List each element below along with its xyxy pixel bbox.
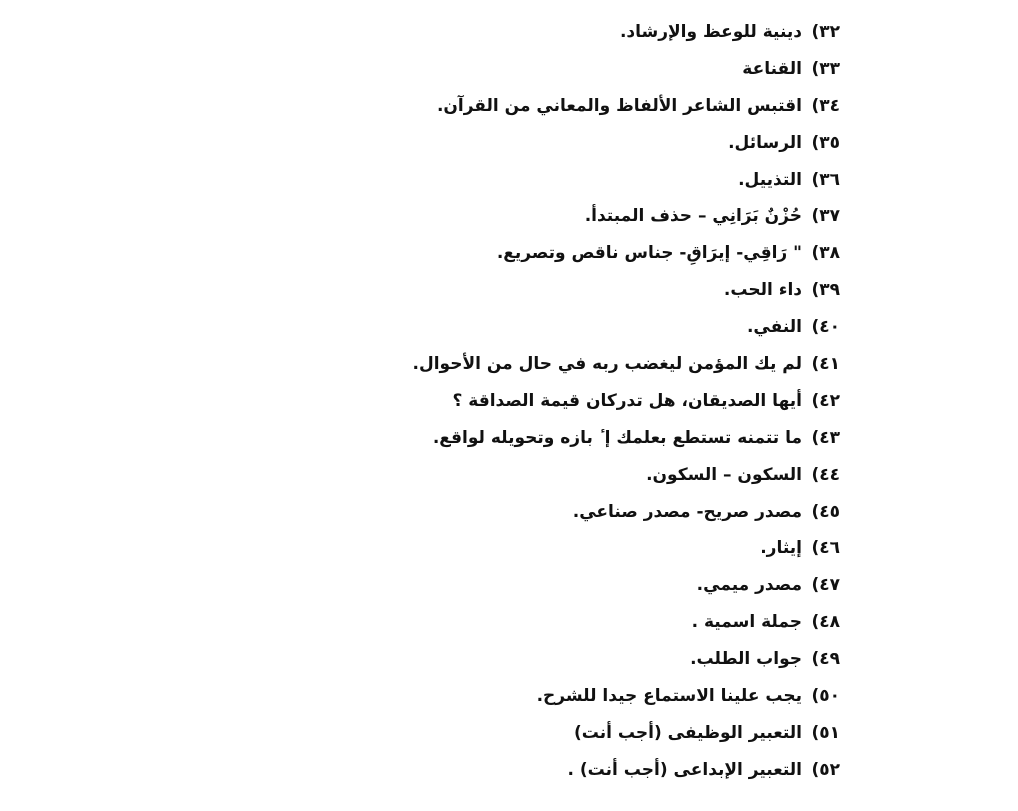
answer-number: ٤٤) <box>811 464 840 485</box>
answer-item <box>280 567 840 604</box>
answer-item <box>280 162 840 199</box>
answer-text: ما تتمنه تستطع بعلمك إ ٔ بازه وتحويله لواقع. <box>432 427 802 448</box>
answer-text: مصدر صريح- مصدر صناعي. <box>572 501 802 522</box>
answer-item <box>280 752 840 789</box>
answer-number: ٣٧) <box>811 206 840 227</box>
answer-text: التعبير الوظيفى (أجب أنت) <box>573 722 802 743</box>
answer-item <box>280 715 840 752</box>
answer-text: حُزْنٌ بَرَانِي – حذف المبتدأ. <box>584 206 802 227</box>
answer-text: " رَاقِي- إيرَاقِ- جناس ناقص وتصريع. <box>496 243 802 264</box>
answer-text: جملة اسمية . <box>691 612 802 633</box>
answer-text: السكون – السكون. <box>646 464 802 485</box>
answer-number: ٤٧) <box>811 575 840 596</box>
answer-text: يجب علينا الاستماع جيدا للشرح. <box>536 685 802 706</box>
answer-number: ٣٤) <box>811 95 840 116</box>
answer-text: مصدر ميمي. <box>696 575 802 596</box>
answer-number: ٤١) <box>811 353 840 374</box>
answer-item <box>280 198 840 235</box>
answer-text: لم يك المؤمن ليغضب ربه في حال من الأحوال. <box>412 353 802 374</box>
answer-item <box>280 604 840 641</box>
answer-number: ٣٦) <box>811 169 840 190</box>
answer-list <box>280 14 840 789</box>
answer-item <box>280 678 840 715</box>
answer-item <box>280 420 840 457</box>
answer-number: ٤٦) <box>811 538 840 559</box>
answer-number: ٣٥) <box>811 132 840 153</box>
answer-text: أيها الصديقان، هل تدركان قيمة الصداقة ؟ <box>452 390 802 411</box>
answer-number: ٥٢) <box>811 759 840 780</box>
answer-number: ٤٨) <box>811 612 840 633</box>
answer-item <box>280 383 840 420</box>
answer-number: ٣٨) <box>811 243 840 264</box>
answer-text: اقتبس الشاعر الألفاظ والمعاني من القرآن. <box>436 95 802 116</box>
answer-number: ٤٠) <box>811 317 840 338</box>
answer-number: ٤٣) <box>811 427 840 448</box>
answer-text: دينية للوعظ والإرشاد. <box>619 21 802 42</box>
answer-item <box>280 494 840 531</box>
answer-item <box>280 346 840 383</box>
answer-number: ٤٢) <box>811 390 840 411</box>
answer-text: جواب الطلب. <box>690 649 802 670</box>
answer-text: النفي. <box>746 317 802 338</box>
answer-item <box>280 530 840 567</box>
answer-item <box>280 272 840 309</box>
answer-number: ٤٩) <box>811 649 840 670</box>
answer-number: ٣٣) <box>811 58 840 79</box>
answer-text: القناعة <box>742 58 802 79</box>
answer-item <box>280 14 840 51</box>
answer-text: التعبير الإبداعى (أجب أنت) . <box>567 759 802 780</box>
answer-text: الرسائل. <box>728 132 802 153</box>
answer-item <box>280 51 840 88</box>
answer-number: ٥١) <box>811 722 840 743</box>
answer-item <box>280 457 840 494</box>
answer-text: إيثار. <box>760 538 802 559</box>
answer-text: التذييل. <box>738 169 802 190</box>
answer-item <box>280 235 840 272</box>
answer-item <box>280 125 840 162</box>
answer-item <box>280 641 840 678</box>
answer-number: ٣٢) <box>811 21 840 42</box>
answer-item <box>280 309 840 346</box>
answer-number: ٥٠) <box>811 685 840 706</box>
answer-text: داء الحب. <box>723 280 802 301</box>
answer-number: ٤٥) <box>811 501 840 522</box>
answer-item <box>280 88 840 125</box>
answer-number: ٣٩) <box>811 280 840 301</box>
